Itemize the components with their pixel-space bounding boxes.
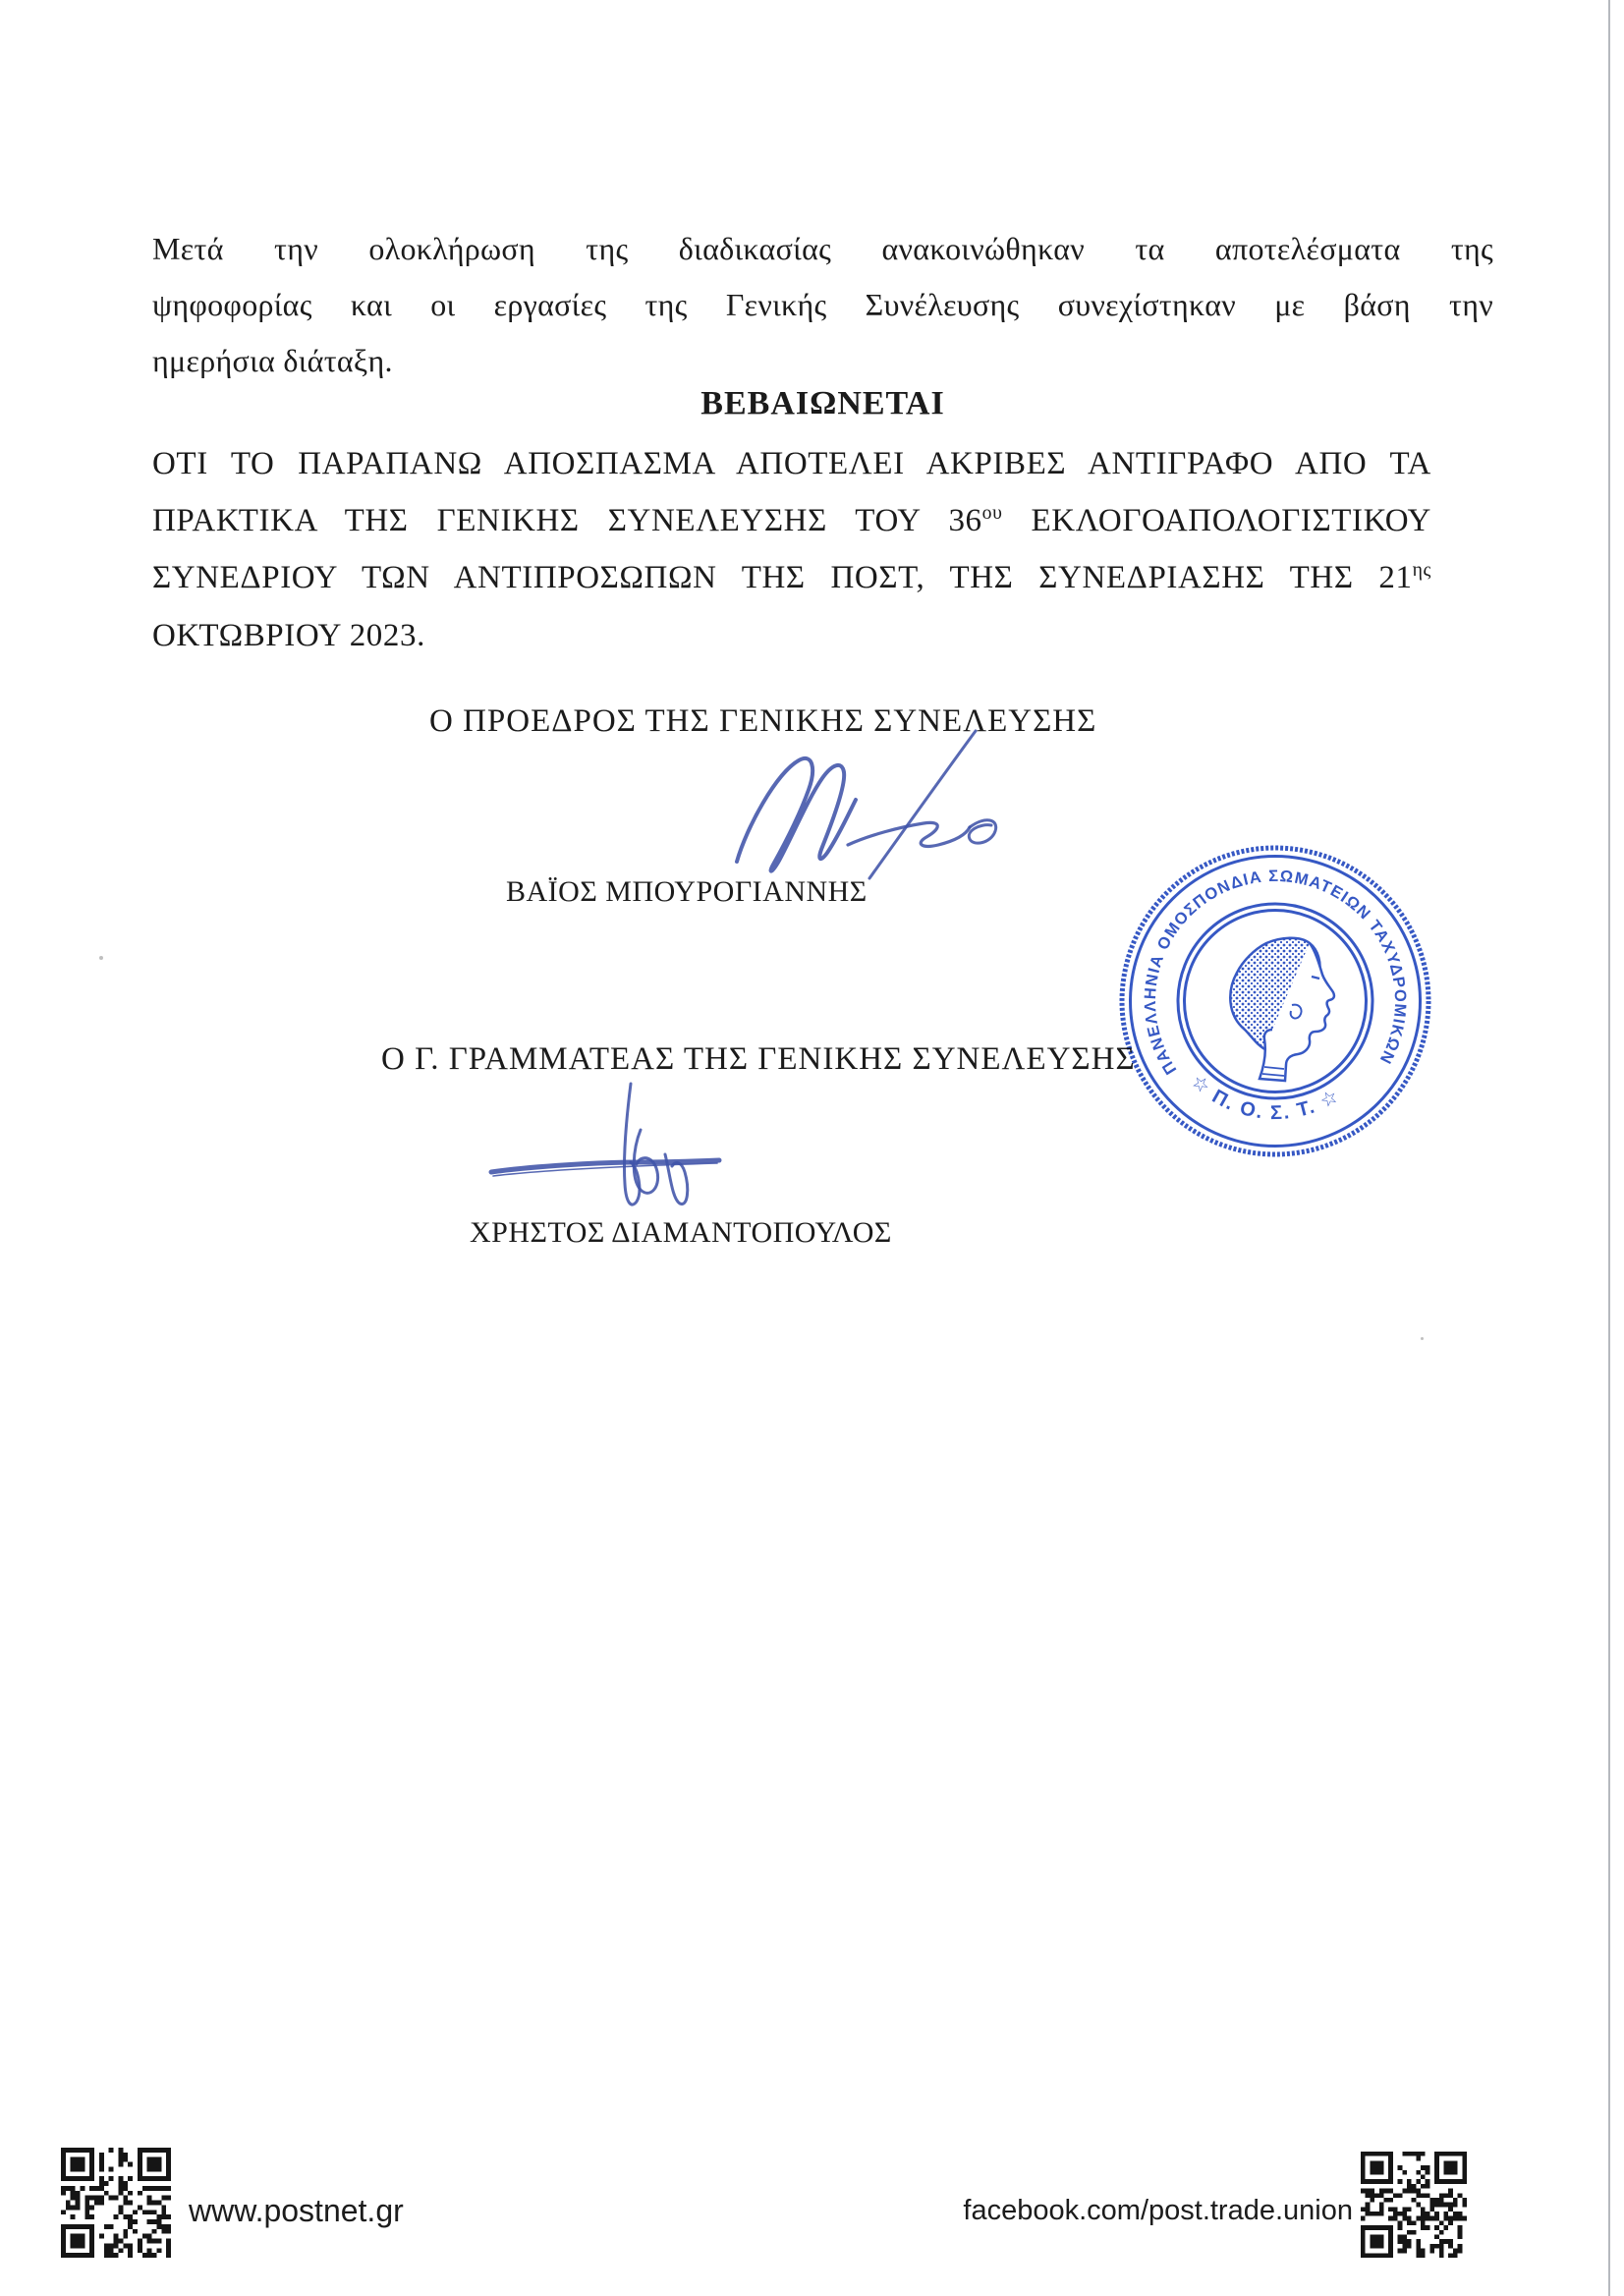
- ordinal-superscript: ης: [1412, 559, 1431, 581]
- stamp-ring-text: ΠΑΝΕΛΛΗΝΙΑ ΟΜΟΣΠΟΝΔΙΑ ΣΩΜΑΤΕΙΩΝ ΤΑΧΥΔΡΟΜΙΚΩΝ: [1141, 867, 1410, 1078]
- secretary-name: ΧΡΗΣΤΟΣ ΔΙΑΜΑΝΤΟΠΟΥΛΟΣ: [470, 1216, 892, 1249]
- president-title: Ο ΠΡΟΕΔΡΟΣ ΤΗΣ ΓΕΝΙΚΗΣ ΣΥΝΕΛΕΥΣΗΣ: [429, 703, 1097, 739]
- president-name: ΒΑΪΟΣ ΜΠΟΥΡΟΓΙΑΝΝΗΣ: [506, 875, 868, 908]
- president-signature: [722, 729, 1066, 891]
- scan-speck: [1421, 1337, 1424, 1340]
- certification-heading: ΒΕΒΑΙΩΝΕΤΑΙ: [700, 385, 945, 421]
- qr-code-facebook: [1361, 2150, 1467, 2260]
- certification-line-2-text: ΠΡΑΚΤΙΚΑ ΤΗΣ ΓΕΝΙΚΗΣ ΣΥΝΕΛΕΥΣΗΣ ΤΟΥ 36: [152, 503, 982, 538]
- paragraph-line: Μετά την ολοκλήρωση της διαδικασίας ανακοινώθηκαν τα αποτελέσματα της: [152, 231, 1493, 266]
- certification-line-3-text: ΣΥΝΕΔΡΙΟΥ ΤΩΝ ΑΝΤΙΠΡΟΣΩΠΩΝ ΤΗΣ ΠΟΣΤ, ΤΗΣ ΣΥΝΕΔΡΙΑΣΗΣ ΤΗΣ 21: [152, 560, 1413, 595]
- scan-edge-line: [1608, 0, 1610, 2296]
- qr-code-website: [61, 2148, 171, 2258]
- certification-line-2-rest: ΕΚΛΟΓΟΑΠΟΛΟΓΙΣΤΙΚΟΥ: [1002, 503, 1431, 538]
- secretary-title: Ο Γ. ΓΡΑΜΜΑΤΕΑΣ ΤΗΣ ΓΕΝΙΚΗΣ ΣΥΝΕΛΕΥΣΗΣ: [381, 1041, 1136, 1077]
- certification-line-3: [152, 558, 1431, 597]
- stamp-bottom-text: ☆ Π. Ο. Σ. Τ. ☆: [1186, 1070, 1344, 1125]
- paragraph-line: ημερήσια διάταξη.: [152, 343, 393, 378]
- paragraph-line: ψηφοφορίας και οι εργασίες της Γενικής Συνέλευσης συνεχίστηκαν με βάση την: [152, 287, 1493, 322]
- footer-facebook-link: facebook.com/post.trade.union: [963, 2195, 1353, 2226]
- certification-line-1: ΟΤΙ ΤΟ ΠΑΡΑΠΑΝΩ ΑΠΟΣΠΑΣΜΑ ΑΠΟΤΕΛΕΙ ΑΚΡΙΒΕΣ ΑΝΤΙΓΡΑΦΟ ΑΠΟ ΤΑ: [152, 446, 1431, 481]
- footer-website-link: www.postnet.gr: [189, 2193, 404, 2228]
- union-stamp: [1117, 843, 1433, 1159]
- certification-line-2: [152, 501, 1431, 540]
- secretary-signature: [483, 1076, 729, 1228]
- ordinal-superscript: ου: [981, 502, 1003, 524]
- hermes-head-emblem: [1230, 938, 1334, 1081]
- certification-line-4: ΟΚΤΩΒΡΙΟΥ 2023.: [152, 618, 425, 653]
- scan-speck: [99, 956, 103, 960]
